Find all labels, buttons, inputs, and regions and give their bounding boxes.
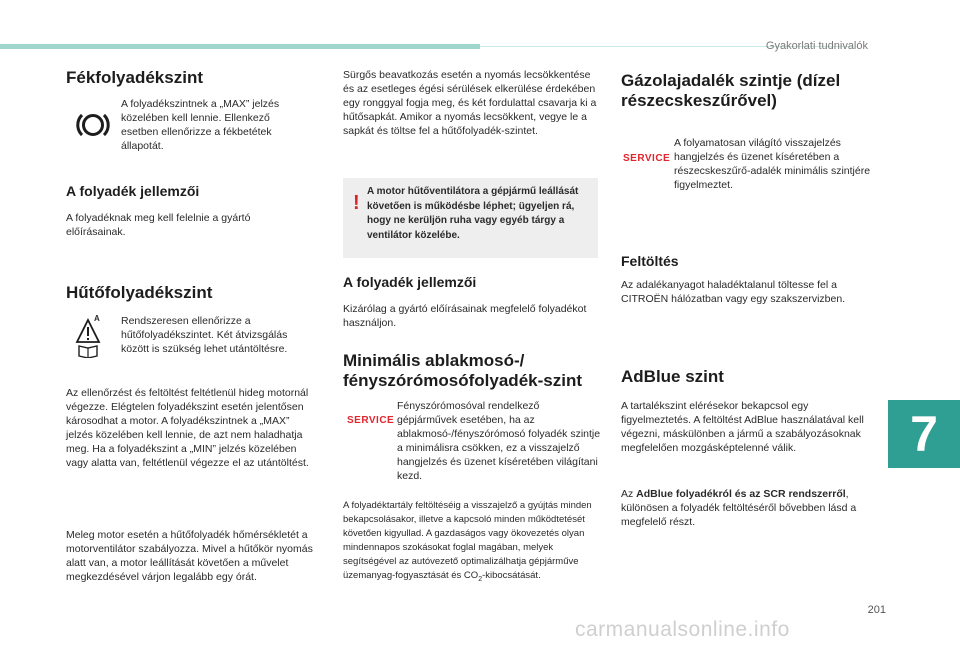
brake-fluid-text: A folyadékszintnek a „MAX” jelzés közelében kell lennie. Ellenkező esetben ellenőrizze a fékbetétek állapotát. [121, 98, 280, 152]
coolant-spec-text: Kizárólag a gyártó előírásainak megfelelő folyadékot használjon. [343, 303, 587, 329]
refill-title: Feltöltés [621, 253, 679, 269]
brake-fluid-spec-title: A folyadék jellemzői [66, 183, 200, 199]
coolant-check-text: Rendszeresen ellenőrizze a hűtőfolyadékszintet. Két átvizsgálás között is szükség lehet utántöltésre. [121, 315, 288, 355]
service-warning-icon: SERVICE [347, 415, 395, 426]
brake-warning-icon [76, 110, 110, 140]
section-title: Gyakorlati tudnivalók [765, 40, 868, 52]
refill-text: Az adalékanyagot haladéktalanul töltesse fel a CITROËN hálózatban vagy egy szakszervizben. [621, 279, 846, 305]
washer-fluid-text: Fényszórómosóval rendelkező gépjárművek esetében, ha az ablakmosó-/fényszórómosó folyadék szintje a minimálisra csökken, ez a visszajelző hangjelzés és üzenet kíséretében világítani kezd. [397, 400, 601, 482]
adblue-title: AdBlue szint [621, 367, 724, 386]
brake-fluid-spec-text: A folyadéknak meg kell felelnie a gyártó előírásainak. [66, 212, 251, 238]
coolant-spec-title: A folyadék jellemzői [343, 274, 477, 290]
adblue-text: A tartalékszint elérésekor bekapcsol egy figyelmeztetés. A feltöltést AdBlue használatával kell végezni, máskülönben a jármű a szabályozásoknak megfelelően mozgásképtelenné válik. [621, 400, 864, 454]
watermark: carmanualsonline.info [575, 618, 790, 641]
warning-mark-icon: ! [353, 192, 360, 214]
washer-fluid-title: Minimális ablakmosó-/ fényszórómosófolyadék-szint [343, 351, 582, 390]
warning-box [343, 178, 598, 258]
coolant-title: Hűtőfolyadékszint [66, 283, 213, 302]
brake-fluid-title: Fékfolyadékszint [66, 68, 203, 87]
header-accent-bar [0, 44, 480, 49]
coolant-paragraph-1: Az ellenőrzést és feltöltést feltétlenül hideg motornál végezze. Elégtelen folyadékszint esetén jelentősen károsodhat a motor. A folyadékszintnek a „MAX” jelzés közelében kell lennie, de azt nem haladhatja meg. Ha a folyadékszint a „MIN” jelzés közelében vagy alatta van, feltétlenül végezze el az utántöltést. [66, 387, 309, 469]
diesel-additive-text: A folyamatosan világító visszajelzés hangjelzés és üzenet kíséretében a részecskeszűrő-adalék minimális szintjére figyelmeztet. [674, 137, 871, 191]
warning-text: A motor hűtőventilátora a gépjármű leállását követően is működésbe léphet; ügyeljen rá, hogy ne kerüljön ruha vagy egyéb tárgy a ventilátor közelébe. [367, 186, 579, 241]
adblue-reference: Az AdBlue folyadékról és az SCR rendszerről, különösen a folyadék feltöltéséről bővebben lásd a megfelelő részt. [621, 488, 857, 528]
washer-fluid-note: A folyadéktartály feltöltéséig a visszajelző a gyújtás minden bekapcsolásakor, illetve a kapcsoló minden működtetését követően kigyullad. A gazdaságos vagy ökovezetés olyan mindennapos szokásokat foglal magában, melyek segítségével az autóvezető optimalizálhatja gépjárműve üzemanyag-fogyasztását és $CO_2$-kibocsátását. [343, 500, 592, 583]
urgent-procedure-text: Sürgős beavatkozás esetén a nyomás lecsökkentése és az esetleges égési sérülések elkerülése érdekében egy ronggyal fogja meg, és két fordulattal csavarja ki a hűtősapkát. Amikor a nyomás lecsökkent, vegye le a sapkát és töltse fel a hűtőfolyadék-szintet. [343, 69, 597, 137]
icon-label: A [94, 314, 100, 323]
coolant-paragraph-2: Meleg motor esetén a hűtőfolyadék hőmérsékletét a motorventilátor szabályozza. Mivel a hűtőkör nyomás alatt van, a motor leállítását követően a művelet megkezdésével várjon legalább egy órát. [66, 529, 313, 583]
manual-book-icon [78, 344, 98, 358]
page-number: 201 [867, 604, 886, 616]
chapter-tab: 7 [888, 400, 960, 468]
diesel-additive-title: Gázolajadalék szintje (dízel részecskeszűrővel) [621, 71, 841, 110]
service-warning-icon-diesel: SERVICE [623, 153, 671, 164]
